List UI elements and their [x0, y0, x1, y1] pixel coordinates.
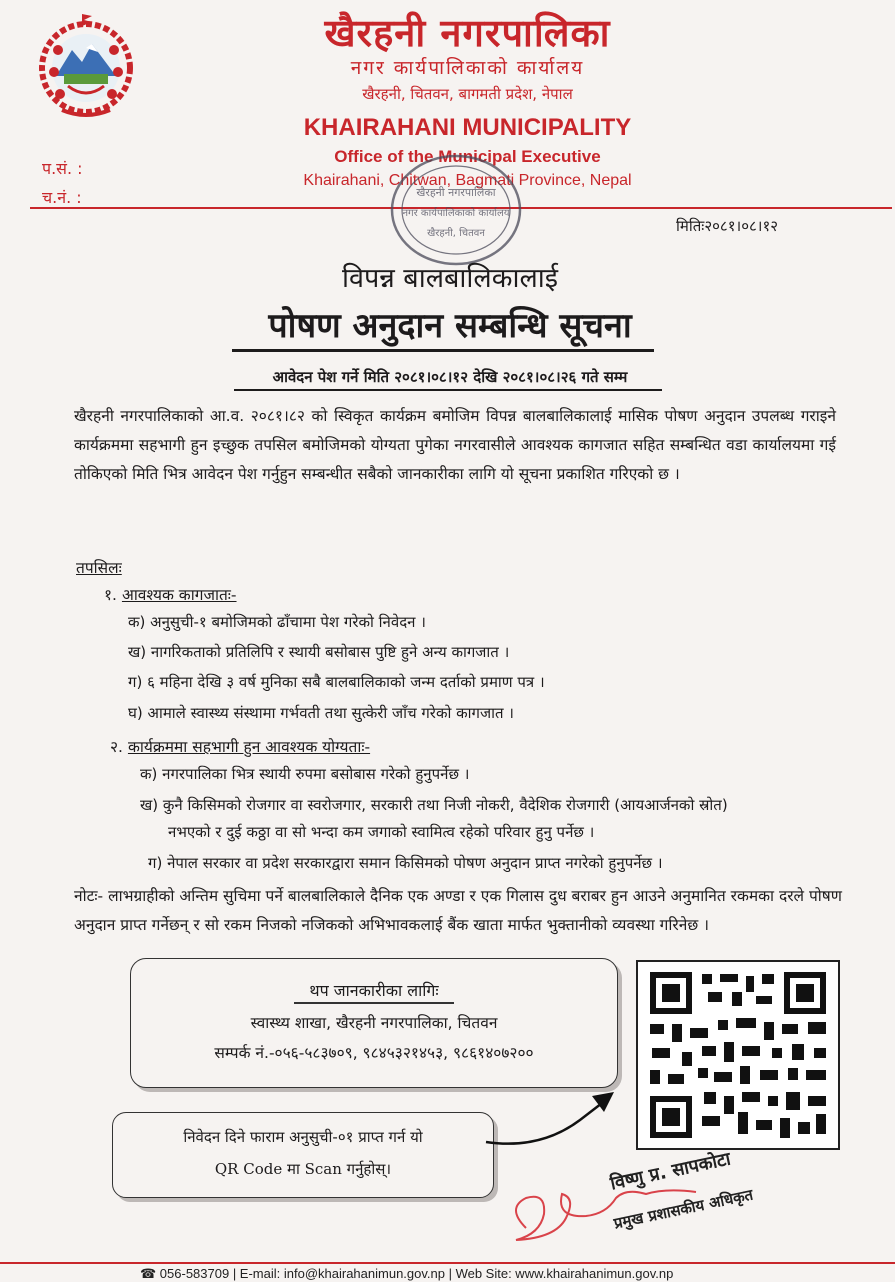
qr-code[interactable] [636, 960, 840, 1150]
nepal-emblem-icon [38, 10, 134, 126]
footer-divider [0, 1262, 895, 1264]
note-paragraph: नोटः- लाभग्राहीको अन्तिम सुचिमा पर्ने बालबालिकाले दैनिक एक अण्डा र एक गिलास दुध बराबर हुन आउने अनुमानित रकमका दरले पोषण अनुदान प्राप्त गर्नेछन् र सो रकम निजको नजिकको अभिभावकलाई बैंक खाता मार्फत भुक्तानीको व्यवस्था गरिनेछ । [74, 887, 842, 934]
stamp-line-2: नगर कार्यपालिकाको कार्यालय [402, 208, 510, 219]
title-underline [232, 349, 654, 352]
eligibility-item-1: क) नगरपालिका भित्र स्थायी रुपमा बसोबास गरेको हुनुपर्नेछ । [140, 765, 470, 783]
document-item-2: ख) नागरिकताको प्रतिलिपि र स्थायी बसोबास पुष्टि हुने अन्य कागजात । [128, 643, 510, 661]
arrow-to-qr-icon [480, 1080, 630, 1150]
section-2-heading [110, 735, 370, 757]
notice-title-line-2: पोषण अनुदान सम्बन्धि सूचना [268, 306, 632, 346]
date-range-underline [234, 389, 662, 391]
stamp-line-1: खैरहनी नगरपालिका [416, 186, 496, 199]
application-date-range: आवेदन पेश गर्ने मिति २०८१।०८।१२ देखि २०८१।०८।२६ गते सम्म [272, 368, 628, 386]
contact-info-box [130, 958, 618, 1088]
eligibility-item-3: ग) नेपाल सरकार वा प्रदेश सरकारद्वारा समान किसिमको पोषण अनुदान प्राप्त नगरेको हुनुपर्नेछ । [148, 854, 663, 872]
contact-title: थप जानकारीका लागिः [309, 981, 439, 1000]
signatory-name: विष्णु प्र. सापकोटा [608, 1148, 733, 1195]
document-item-1: क) अनुसुची-१ बमोजिमको ढाँचामा पेश गरेको निवेदन । [128, 613, 426, 631]
office-name-nepali: नगर कार्यपालिकाको कार्यालय [350, 57, 585, 79]
details-label: तपसिलः [76, 559, 122, 577]
intro-paragraph: खैरहनी नगरपालिकाको आ.व. २०८१।८२ को स्विकृत कार्यक्रम बमोजिम विपन्न बालबालिकालाई मासिक पोषण अनुदान उपलब्ध गराइने कार्यक्रममा सहभागी हुन इच्छुक तपसिल बमोजिमको योग्यता पुगेका नगरवासीले आवश्यक कागजात सहित सम्बन्धित वडा कार्यालयमा गई तोकिएको मिति भित्र आवेदन पेश गर्नुहुन सम्बन्धीत सबैको जानकारीका लागि यो सूचना प्रकाशित गरिएको छ । [74, 407, 836, 483]
stamp-line-3: खैरहनी, चितवन [427, 228, 485, 239]
dispatch-number-label: च.नं. : [42, 188, 82, 207]
contact-phone-numbers: सम्पर्क नं.-०५६-५८३७०९, ९८४५३२१४५३, ९८६१४०७२०० [214, 1044, 534, 1062]
qr-instruction-line-2: QR Code मा Scan गर्नुहोस्। [214, 1160, 392, 1178]
eligibility-item-2: ख) कुनै किसिमको रोजगार वा स्वरोजगार, सरकारी तथा निजी नोकरी, वैदेशिक रोजगारी (आयआर्जनको स्रोत) [140, 796, 728, 814]
qr-instruction-line-1: निवेदन दिने फाराम अनुसुची-०१ प्राप्त गर्न यो [183, 1128, 423, 1146]
footer-contact: ☎ 056-583709 | E-mail: info@khairahanimun.gov.np | Web Site: www.khairahanimun.gov.np [140, 1266, 674, 1281]
section-1-number: १. [104, 586, 117, 604]
office-stamp [386, 150, 526, 270]
contact-title-underline [294, 1002, 454, 1004]
signatory-title: प्रमुख प्रशासकीय अधिकृत [612, 1185, 755, 1233]
section-1-title: आवश्यक कागजातः- [121, 586, 237, 604]
section-1-heading [104, 583, 237, 605]
municipality-title-english: KHAIRAHANI MUNICIPALITY [303, 114, 632, 141]
section-2-title: कार्यक्रममा सहभागी हुन आवश्यक योग्यताः- [127, 738, 371, 756]
document-item-3: ग) ६ महिना देखि ३ वर्ष मुनिका सबै बालबालिकाको जन्म दर्ताको प्रमाण पत्र । [128, 673, 545, 691]
document-item-4: घ) आमाले स्वास्थ्य संस्थामा गर्भवती तथा सुत्केरी जाँच गरेको कागजात । [128, 704, 514, 722]
reference-number-label: प.सं. : [42, 159, 83, 178]
section-2-number: २. [110, 738, 123, 756]
office-name-english: Office of the Municipal Executive [334, 147, 601, 166]
municipality-title-nepali: खैरहनी नगरपालिका [324, 11, 611, 55]
eligibility-item-2-continued: नभएको र दुई कठ्ठा वा सो भन्दा कम जगाको स्वामित्व रहेको परिवार हुनु पर्नेछ । [168, 823, 595, 841]
address-nepali: खैरहनी, चितवन, बागमती प्रदेश, नेपाल [362, 85, 573, 103]
qr-instruction-box [112, 1112, 494, 1198]
notice-title-line-1: विपन्न बालबालिकालाई [341, 263, 559, 294]
notice-date: मितिः२०८१।०८।१२ [676, 217, 779, 235]
address-english: Khairahani, Chitwan, Bagmati Province, Nepal [303, 172, 632, 189]
contact-department: स्वास्थ्य शाखा, खैरहनी नगरपालिका, चितवन [250, 1014, 498, 1032]
